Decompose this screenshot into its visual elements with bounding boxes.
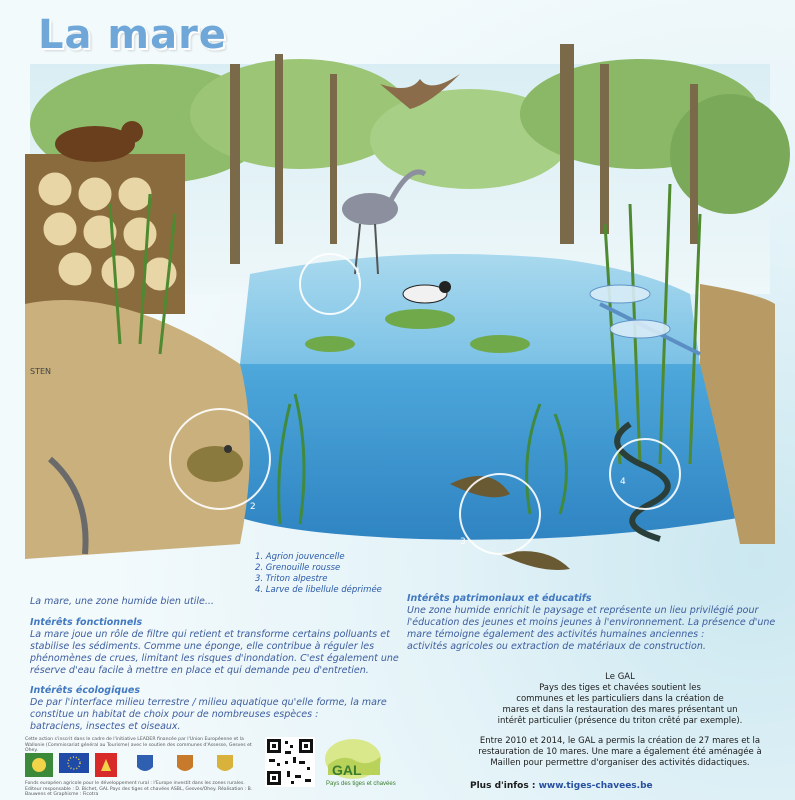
gal-logo-name: GAL bbox=[332, 762, 362, 778]
section-heading: Intérêts patrimoniaux et éducatifs bbox=[407, 593, 592, 604]
pond-illustration bbox=[0, 44, 795, 559]
species-legend bbox=[255, 552, 382, 596]
gal-logo-mark bbox=[322, 735, 396, 793]
section-ecologiques: Intérêts écologiques De par l'interface milieu terrestre / milieu aquatique qu'elle forme, la mare constitue un habitat de choix pour de nombreuses espèces : batraciens, insectes et oiseaux. bbox=[30, 685, 430, 733]
publisher-credit: Fonds européen agricole pour le développement rural : l'Europe investit dans les zones rurales. Editeur responsable : D. Bichet, GAL Pays des tiges et chavées ASBL, Gesves/Ohey. Réalisation : B. Bauwens et Graphisme : Ficotra bbox=[25, 781, 253, 798]
section-heading: Intérêts écologiques bbox=[30, 685, 141, 696]
qr-code[interactable] bbox=[265, 737, 315, 787]
more-info bbox=[470, 781, 653, 791]
legend-item: 1. Agrion jouvencelle bbox=[255, 552, 345, 562]
assesse-crest-icon bbox=[135, 753, 155, 777]
intro-text: La mare, une zone humide bien utile... bbox=[30, 596, 214, 607]
funding-credit: Cette action s'inscrit dans le cadre de l'initiative LEADER financée par l'Union Européenne et la Wallonie (Commissariat général au Tourisme) avec le soutien des communes d'Assesse, Gesves et Ohey. bbox=[25, 737, 252, 754]
marker-1: 1 bbox=[355, 267, 361, 277]
ohey-crest-icon bbox=[215, 753, 235, 777]
log-pile bbox=[25, 154, 185, 314]
website-link[interactable]: www.tiges-chavees.be bbox=[538, 781, 653, 791]
gesves-crest-icon bbox=[175, 753, 195, 777]
section-fonctionnels: Intérêts fonctionnels La mare joue un rôle de filtre qui retient et transforme certains polluants et stabilise les sédiments. Comme une éponge, elle contribue à réguler les phénomènes de crues, limitant les risques d'inondation. C'est également une réserve d'eau facile à mettre en place et qui demande peu d'entretien. bbox=[30, 617, 410, 677]
partner-logos bbox=[25, 753, 255, 779]
gal-logo bbox=[322, 735, 396, 793]
left-bank bbox=[25, 300, 250, 559]
leader-logo bbox=[25, 753, 53, 777]
section-patrimoniaux: Intérêts patrimoniaux et éducatifs Une zone humide enrichit le paysage et représente un lieu privilégié pour l'éducation des jeunes et moins jeunes à l'environnement. La présence d'une mare témoigne également des activités humaines anciennes : activités agricoles ou extraction de matériaux de construction. bbox=[407, 593, 787, 653]
legend-item: 3. Triton alpestre bbox=[255, 574, 328, 584]
legend-item: 2. Grenouille rousse bbox=[255, 563, 341, 573]
marker-2: 2 bbox=[250, 502, 256, 512]
eu-flag-icon bbox=[59, 753, 89, 777]
legend-item: 4. Larve de libellule déprimée bbox=[255, 585, 382, 595]
marker-4: 4 bbox=[620, 477, 626, 487]
gal-logo-tagline: Pays des tiges et chavées bbox=[326, 781, 396, 787]
gal-description: Le GAL Pays des tiges et chavées soutient les communes et les particuliers dans la création de mares et dans la restauration des mares présentant un intérêt particulier (présence du triton crêté par exemple). Entre 2010 et 2014, le GAL a permis la création de 27 mares et la restauration de 10 mares. Une mare a également été aménagée à Maillen pour permettre d'organiser des activités didactiques. bbox=[478, 672, 762, 768]
section-heading: Intérêts fonctionnels bbox=[30, 617, 143, 628]
more-info-label: Plus d'infos : bbox=[470, 781, 539, 791]
wallonia-rooster-icon bbox=[95, 753, 117, 777]
page-title: La mare bbox=[38, 12, 227, 58]
artist-signature: STEN bbox=[30, 367, 52, 376]
marker-3: 3 bbox=[460, 537, 466, 547]
underwater bbox=[200, 364, 760, 540]
